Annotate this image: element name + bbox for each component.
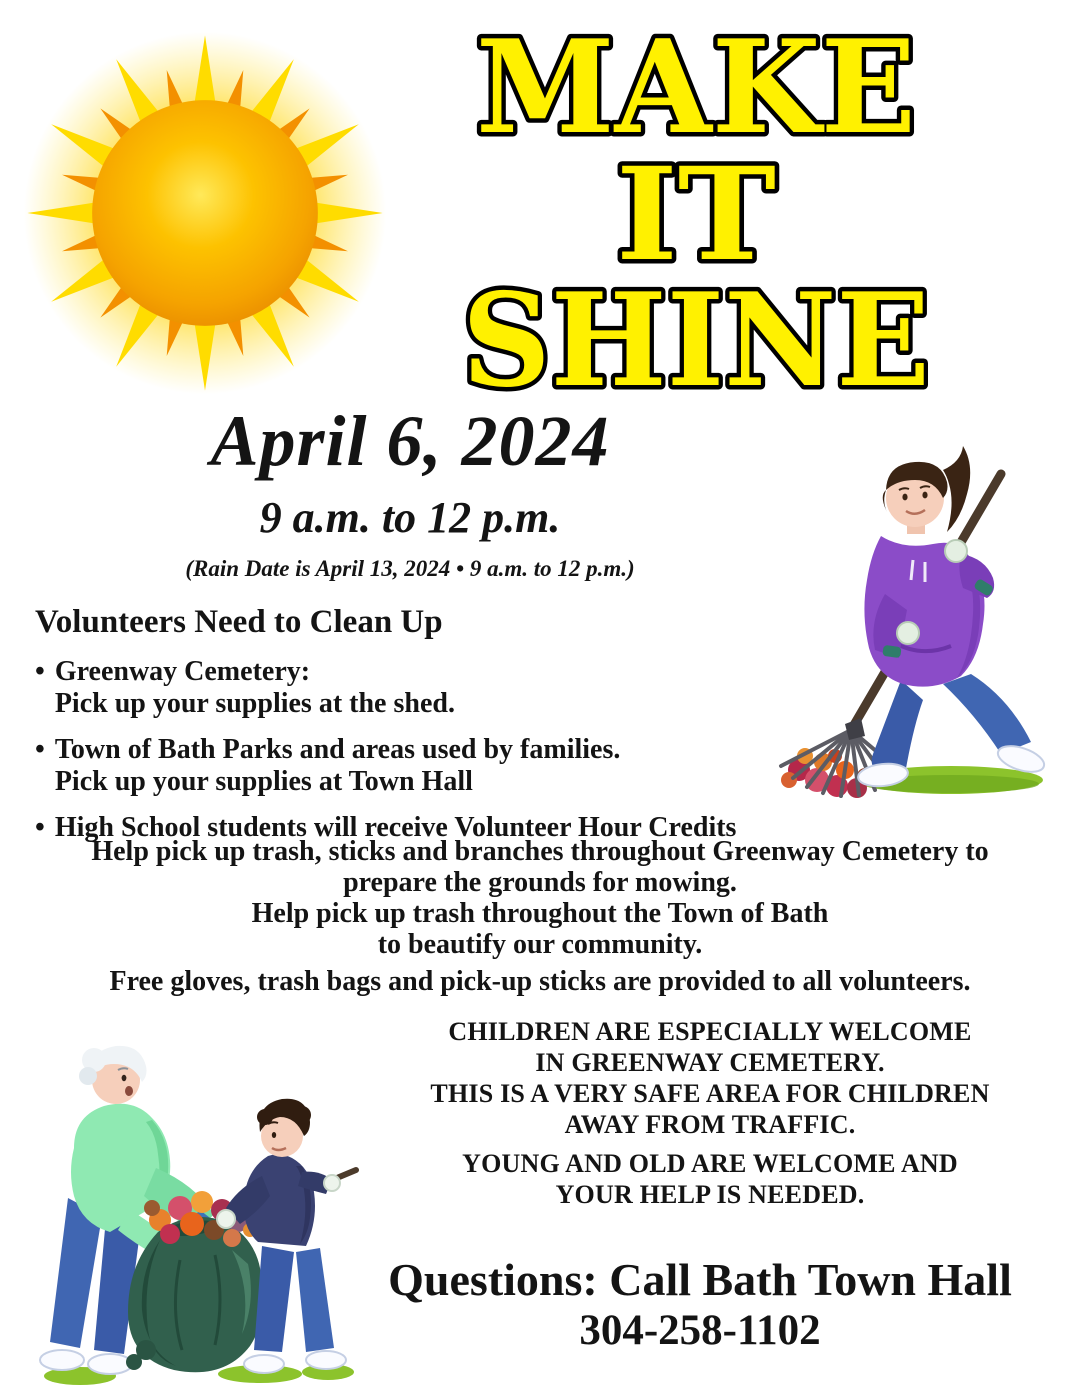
contact-block xyxy=(330,1254,1070,1355)
bullet-line: Pick up your supplies at the shed. xyxy=(54,688,455,720)
bullet-icon: • xyxy=(35,656,45,687)
help-line: Help pick up trash throughout the Town of Bath xyxy=(251,898,829,929)
bullet-line: Town of Bath Parks and areas used by families. xyxy=(54,733,621,765)
event-time: 9 a.m. to 12 p.m. xyxy=(259,492,561,542)
children-line: IN GREENWAY CEMETERY. xyxy=(535,1048,885,1077)
children-line: AWAY FROM TRAFFIC. xyxy=(564,1110,856,1139)
grandmother-boy-bagging-leaves-illustration xyxy=(10,1020,370,1395)
help-line: to beautify our community. xyxy=(377,929,703,960)
event-date-block xyxy=(40,401,780,582)
children-line: THIS IS A VERY SAFE AREA FOR CHILDREN xyxy=(430,1079,990,1108)
volunteers-heading: Volunteers Need to Clean Up xyxy=(35,604,443,640)
children-welcome-block xyxy=(380,1016,1040,1140)
event-date: April 6, 2024 xyxy=(210,401,610,481)
welcome-line: YOUR HELP IS NEEDED. xyxy=(555,1180,865,1209)
help-line: Help pick up trash, sticks and branches throughout Greenway Cemetery to xyxy=(91,836,989,867)
welcome-line: YOUNG AND OLD ARE WELCOME AND xyxy=(462,1149,958,1178)
girl-hoodie xyxy=(864,536,994,687)
bullet-icon: • xyxy=(35,811,45,843)
help-line: prepare the grounds for mowing. xyxy=(343,867,737,898)
bullet-line: High School students will receive Volunteer Hour Credits xyxy=(54,811,737,843)
list-item xyxy=(35,656,835,721)
contact-phone: 304-258-1102 xyxy=(579,1306,821,1354)
help-paragraph xyxy=(0,836,1080,960)
supplies-note: Free gloves, trash bags and pick-up sticks are provided to all volunteers. xyxy=(109,966,971,997)
list-item xyxy=(35,734,835,799)
bullet-line: Greenway Cemetery: xyxy=(54,656,311,687)
girl-head xyxy=(883,446,970,534)
rain-date-note: (Rain Date is April 13, 2024 • 9 a.m. to 12 p.m.) xyxy=(185,555,635,581)
title-line-3: SHINE xyxy=(462,266,930,394)
title-line-1: MAKE xyxy=(476,24,916,163)
contact-heading: Questions: Call Bath Town Hall xyxy=(388,1254,1012,1305)
young-old-welcome-block xyxy=(380,1148,1040,1210)
bullet-icon: • xyxy=(35,733,45,765)
volunteers-section xyxy=(35,604,835,857)
children-line: CHILDREN ARE ESPECIALLY WELCOME xyxy=(448,1017,972,1046)
title-line-2: IT xyxy=(616,140,776,290)
sun-illustration xyxy=(20,28,390,398)
bullet-line: Pick up your supplies at Town Hall xyxy=(54,766,473,798)
sun-disc xyxy=(92,100,318,326)
flyer-title xyxy=(422,24,972,394)
